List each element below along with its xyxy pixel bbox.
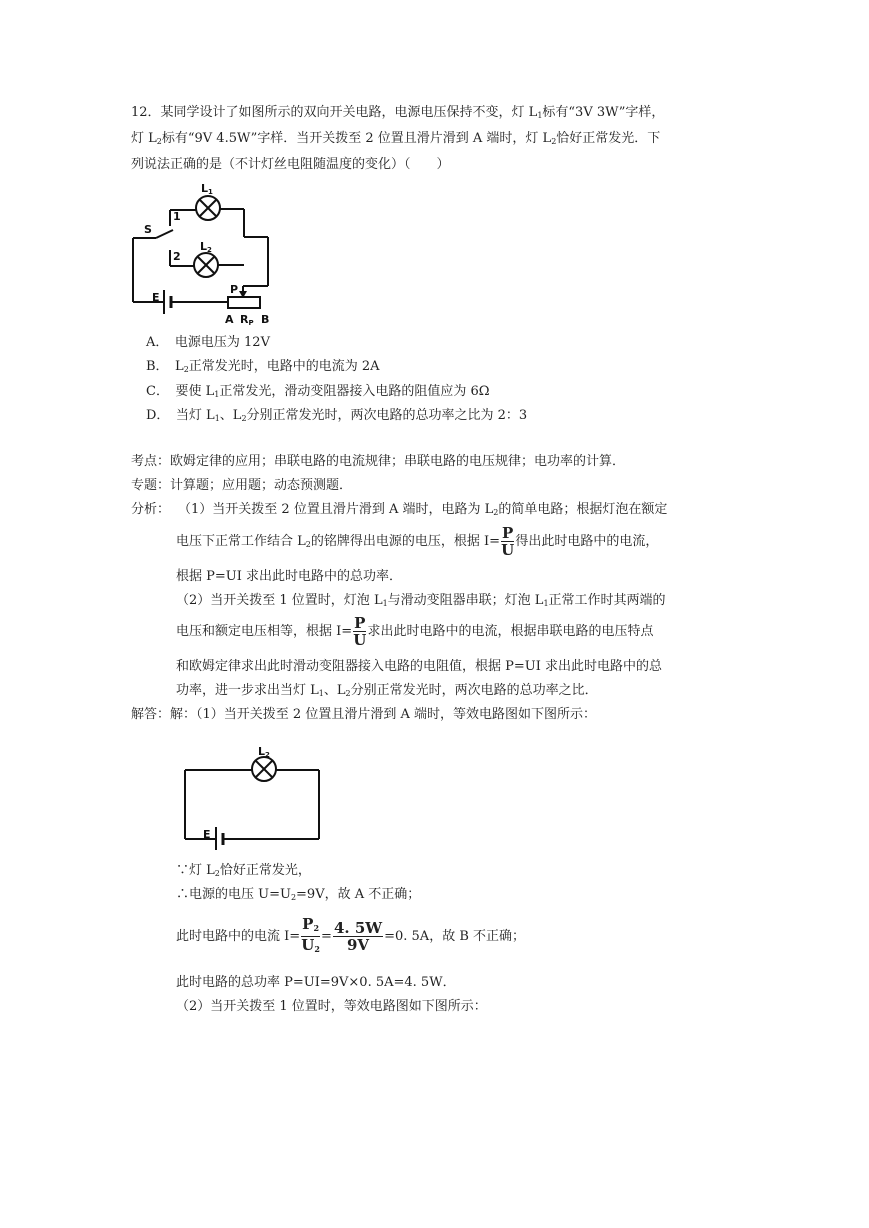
label-B: B (261, 313, 270, 326)
kaodian: 考点：欧姆定律的应用；串联电路的电流规律；串联电路的电压规律；电功率的计算． (131, 454, 626, 469)
fenxi-line-1: 分析： （1）当开关拨至 2 位置且滑片滑到 A 端时，电路为 $L_2$的简单电路；根据灯泡在额定 (131, 502, 668, 517)
fenxi-line-3: 根据 P=UI 求出此时电路中的总功率． (176, 569, 402, 584)
zhuanti: 专题：计算题；应用题；动态预测题． (131, 478, 353, 493)
solution-line-1: 解答：解：（1）当开关拨至 2 位置且滑片滑到 A 端时，等效电路图如下图所示： (131, 707, 596, 722)
label-L2: L2 (200, 240, 212, 254)
fig2-label-L2: L2 (258, 745, 270, 759)
label-pos1: 1 (173, 210, 181, 223)
solution-line-6: （2）当开关拨至 1 位置时，等效电路图如下图所示： (176, 999, 487, 1014)
fenxi-line-2: 电压下正常工作结合 $L_2$的铭牌得出电源的电压，根据 I= $\frac{P}{U}$ 得出此时电路中的电流， (176, 524, 659, 559)
label-A: A (225, 313, 234, 326)
question-line-1: 12．某同学设计了如图所示的双向开关电路，电源电压保持不变，灯 $L_1$标有“3V 3W”字样， (131, 105, 665, 120)
fenxi-line-6: 和欧姆定律求出此时滑动变阻器接入电路的电阻值，根据 P=UI 求出此时电路中的总 (176, 659, 662, 674)
circuit-diagram-2 (180, 742, 325, 850)
solution-line-3: ∴电源的电压 $U=U_2=9V$，故 A 不正确； (176, 887, 421, 902)
fenxi-line-7: 功率，进一步求出当灯 $L_1$、$L_2$分别正常发光时，两次电路的总功率之比． (176, 683, 598, 698)
label-Rp: RP (240, 313, 254, 327)
label-P: P (230, 283, 239, 296)
option-d: D． 当灯 $L_1$、$L_2$分别正常发光时，两次电路的总功率之比为 2：3 (146, 408, 528, 423)
option-b: B． $L_2$正常发光时，电路中的电流为 2A (146, 359, 380, 374)
question-line-2: 灯 $L_2$标有“9V 4.5W”字样．当开关拨至 2 位置且滑片滑到 A 端时，灯 $L_2$恰好正常发光．下 (131, 131, 661, 146)
fenxi-line-4: （2）当开关拨至 1 位置时，灯泡 $L_1$与滑动变阻器串联；灯泡 $L_1$正常工作时其两端的 (176, 593, 666, 608)
label-E: E (152, 291, 160, 304)
label-pos2: 2 (173, 250, 181, 263)
solution-line-2: ∵灯 $L_2$恰好正常发光， (176, 863, 311, 878)
solution-line-5: 此时电路的总功率 P=UI=9V×0. 5A=4. 5W． (176, 975, 456, 990)
label-L1: L1 (201, 182, 213, 196)
fenxi-line-5: 电压和额定电压相等，根据 I= $\frac{P}{U}$ 求出此时电路中的电流，根据串联电路的电压特点 (176, 614, 654, 649)
question-line-3: 列说法正确的是（不计灯丝电阻随温度的变化）（ ） (131, 157, 450, 172)
label-S: S (144, 223, 152, 236)
circuit-diagram-1 (128, 180, 278, 328)
solution-line-4: 此时电路中的电流 I= $\frac{P_2}{U_2}$ = $\frac{4. 5W}{9V}$ =0. 5A，故 B 不正确； (176, 915, 526, 954)
option-a: A． 电源电压为 12V (146, 335, 270, 350)
fig2-label-E: E (203, 828, 211, 841)
option-c: C． 要使 $L_1$正常发光，滑动变阻器接入电路的阻值应为 6Ω (146, 384, 490, 399)
